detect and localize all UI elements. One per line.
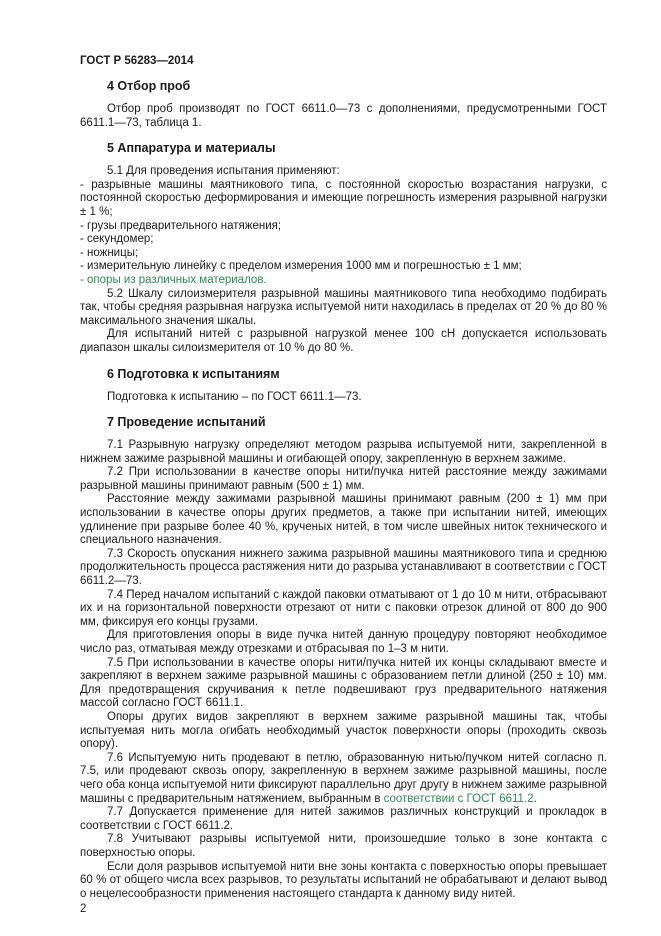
paragraph-7-7: 7.7 Допускается применение для нитей зажимов различных конструкций и прокладок в соответствии с ГОСТ 6611.2. (80, 806, 607, 832)
page-number: 2 (80, 903, 87, 916)
paragraph-7-6 (80, 752, 607, 806)
paragraph-7-8: 7.8 Учитывают разрывы испытуемой нити, произошедшие только в зоне контакта с поверхностью опоры. (80, 833, 607, 859)
paragraph-5-1: 5.1 Для проведения испытания применяют: (107, 165, 340, 178)
paragraph-6-1: Подготовка к испытанию – по ГОСТ 6611.1—73. (107, 390, 362, 403)
section-4-heading: 4 Отбор проб (107, 79, 191, 93)
list-item-pretension-weights: - грузы предварительного натяжения; (80, 219, 282, 232)
list-item-breaking-machines: - разрывные машины маятникового типа, с постоянной скоростью возрастания нагрузки, с постоянной скоростью деформирования и имеющие погрешность измерения разрывной нагрузки ± 1 %; (80, 178, 607, 218)
section-7-heading: 7 Проведение испытаний (107, 415, 266, 430)
section-6-heading: 6 Подготовка к испытаниям (107, 366, 280, 381)
paragraph-7-5-cont: Опоры других видов закрепляют в верхнем зажиме разрывной машины так, чтобы испытуемая нить могла огибать необходимый участок поверхности опоры (проходить сквозь опору). (80, 710, 607, 751)
paragraph-5-2: 5.2 Шкалу силоизмерителя разрывной машины маятникового типа необходимо подбирать так, чтобы средняя разрывная нагрузка испытуемой нити находилась в пределах от 20 % до 80 % максимального значения шкалы. (80, 287, 607, 327)
document-code: ГОСТ Р 56283—2014 (80, 55, 194, 67)
list-item-stopwatch: - секундомер; (80, 233, 154, 246)
paragraph-4-1: Отбор проб производят по ГОСТ 6611.0—73 с дополнениями, предусмотренными ГОСТ 6611.1—73, таблица 1. (80, 103, 607, 129)
paragraph-7-8-cont: Если доля разрывов испытуемой нити вне зоны контакта с поверхностью опоры превышает 60 % от общего числа всех разрывов, то результаты испытаний не обрабатывают и делают вывод о нецелесообразности применения настоящего стандарта к данному виду нитей. (80, 860, 607, 900)
list-item-scissors: - ножницы; (80, 246, 139, 259)
section-5-heading: 5 Аппаратура и материалы (107, 141, 276, 156)
list-item-supports: - опоры из различных материалов. (80, 273, 267, 286)
paragraph-7-6-text: 7.6 Испытуемую нить продевают в петлю, образованную нитью/пучком нитей согласно п. 7.5, или продевают сквозь опору, закрепленную в верхнем зажиме разрывной машины, после чего оба конца испытуемой нити фиксируют параллельно друг другу в нижнем зажиме разрывной машины с предварительным натяжением, выбранным в (80, 751, 607, 805)
gost-reference-highlight: соответствии с ГОСТ 6611.2 (383, 792, 534, 805)
paragraph-7-4: 7.4 Перед началом испытаний с каждой паковки отматывают от 1 до 10 м нити, отбрасывают их и на горизонтальной поверхности отрезают от нити с паковки отрезок длиной от 800 до 900 мм, фиксируя его концы грузами. (80, 588, 607, 628)
paragraph-7-6-period: . (533, 792, 537, 805)
paragraph-7-3: 7.3 Скорость опускания нижнего зажима разрывной машины маятникового типа и среднюю продолжительность процесса растяжения нити до разрыва устанавливают в соответствии с ГОСТ 6611.2—73. (80, 547, 607, 588)
paragraph-7-2: 7.2 При использовании в качестве опоры нити/пучка нитей расстояние между зажимами разрывной машины принимают равным (500 ± 1) мм. (80, 466, 607, 492)
paragraph-7-4-cont: Для приготовления опоры в виде пучка нитей данную процедуру повторяют необходимое число раз, отматывая между отрезками и отбрасывая по 1–3 м нити. (80, 629, 607, 655)
paragraph-7-2-cont: Расстояние между зажимами разрывной машины принимают равным (200 ± 1) мм при использовании в качестве опоры других предметов, а также при испытании нитей, имеющих удлинение при разрыве более 40 %, крученых нитей, в том числе швейных ниток технического и специального назначения. (80, 493, 607, 547)
paragraph-5-2-note: Для испытаний нитей с разрывной нагрузкой менее 100 сН допускается использовать диапазон шкалы силоизмерителя от 10 % до 80 %. (80, 328, 607, 354)
paragraph-7-1: 7.1 Разрывную нагрузку определяют методом разрыва испытуемой нити, закрепленной в нижнем зажиме разрывной машины и огибающей опору, закрепленную в верхнем зажиме. (80, 439, 607, 465)
list-item-ruler: - измерительную линейку с пределом измерения 1000 мм и погрешностью ± 1 мм; (80, 260, 522, 273)
paragraph-7-5: 7.5 При использовании в качестве опоры нити/пучка нитей их концы складывают вместе и закрепляют в верхнем зажиме разрывной машины с образованием петли длиной (250 ± 10) мм. Для предотвращения скручивания к петле подвешивают груз предварительного натяжения массой согласно ГОСТ 6611.1. (80, 656, 607, 710)
